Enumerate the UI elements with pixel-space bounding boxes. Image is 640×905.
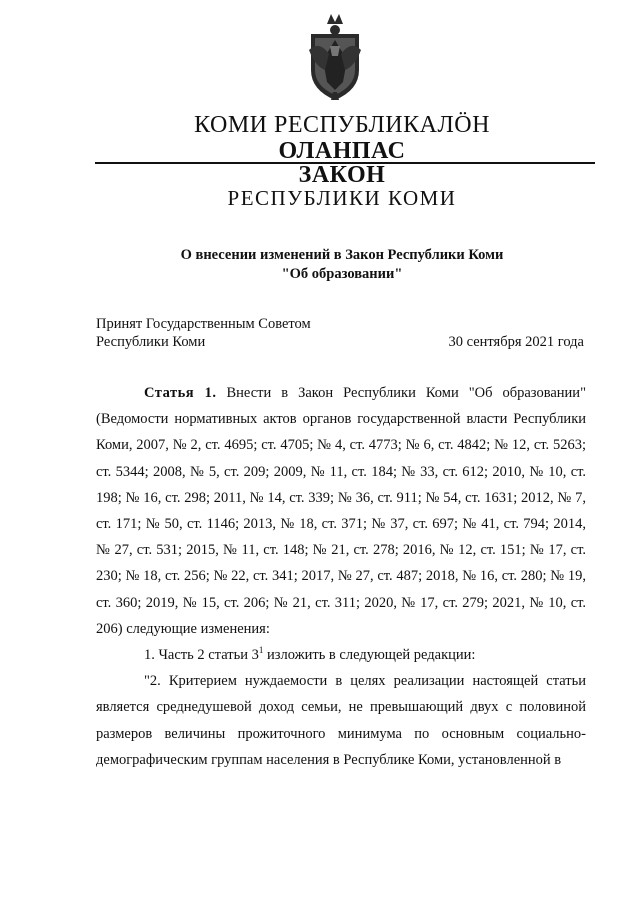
law-title [150,246,534,284]
document-body [96,380,586,773]
item-1-text-end: изложить в следующей редакции: [263,647,476,664]
article-1-paragraph [96,380,586,642]
item-1-superscript: 1 [258,645,264,656]
item-1-text: 1. Часть 2 статьи 3 [144,647,259,664]
komi-law-heading: ОЛАНПАС [278,138,406,164]
quoted-paragraph: "2. Критерием нуждаемости в целях реализации настоящей статьи является среднедушевой доход семьи, не превышающий двух с половиной размеров величины прожиточного минимума по основным социально-демографическим группам населения в Республике Коми, установленной в [96,673,586,768]
komi-coat-of-arms-icon [305,10,365,102]
adoption-line2: Республики Коми [96,334,206,350]
republic-name-heading: РЕСПУБЛИКИ КОМИ [227,186,457,210]
law-title-line1: О внесении изменений в Закон Республики Коми [180,247,504,263]
komi-republic-heading: КОМИ РЕСПУБЛИКАЛӦН [194,112,490,138]
law-title-line2: "Об образовании" [281,266,403,282]
article-label: Статья 1. [144,385,217,401]
adoption-line1: Принят Государственным Советом [96,316,311,332]
adoption-statement [96,315,311,351]
item-1-paragraph [96,642,586,668]
law-heading: ЗАКОН [298,162,386,188]
article-intro: Внести в Закон Республики Коми "Об образовании" (Ведомости нормативных актов органов государственной власти Республики Коми, 2007, № 2, ст. 4695; ст. 4705; № 4, ст. 4773; № 6, ст. 4842; № 12, ст. 5263; ст. 5344; 2008, № 5, ст. 209; 2009, № 11, ст. 184; № 33, ст. 612; 2010, № 10, ст. 198; № 16, ст. 298; 2011, № 14, ст. 339; № 36, ст. 911; № 54, ст. 1631; 2012, № 7, ст. 171; № 50, ст. 1146; 2013, № 18, ст. 371; № 37, ст. 697; № 41, ст. 794; 2014, № 27, ст. 531; 2015, № 11, ст. 148; № 21, ст. 278; 2016, № 12, ст. 151; № 17, ст. 230; № 18, ст. 256; № 22, ст. 341; 2017, № 27, ст. 487; 2018, № 16, ст. 280; № 19, ст. 360; 2019, № 15, ст. 206; № 21, ст. 311; 2020, № 17, ст. 279; 2021, № 10, ст. 206) следующие изменения: [96,385,586,637]
adoption-date: 30 сентября 2021 года [448,334,584,350]
